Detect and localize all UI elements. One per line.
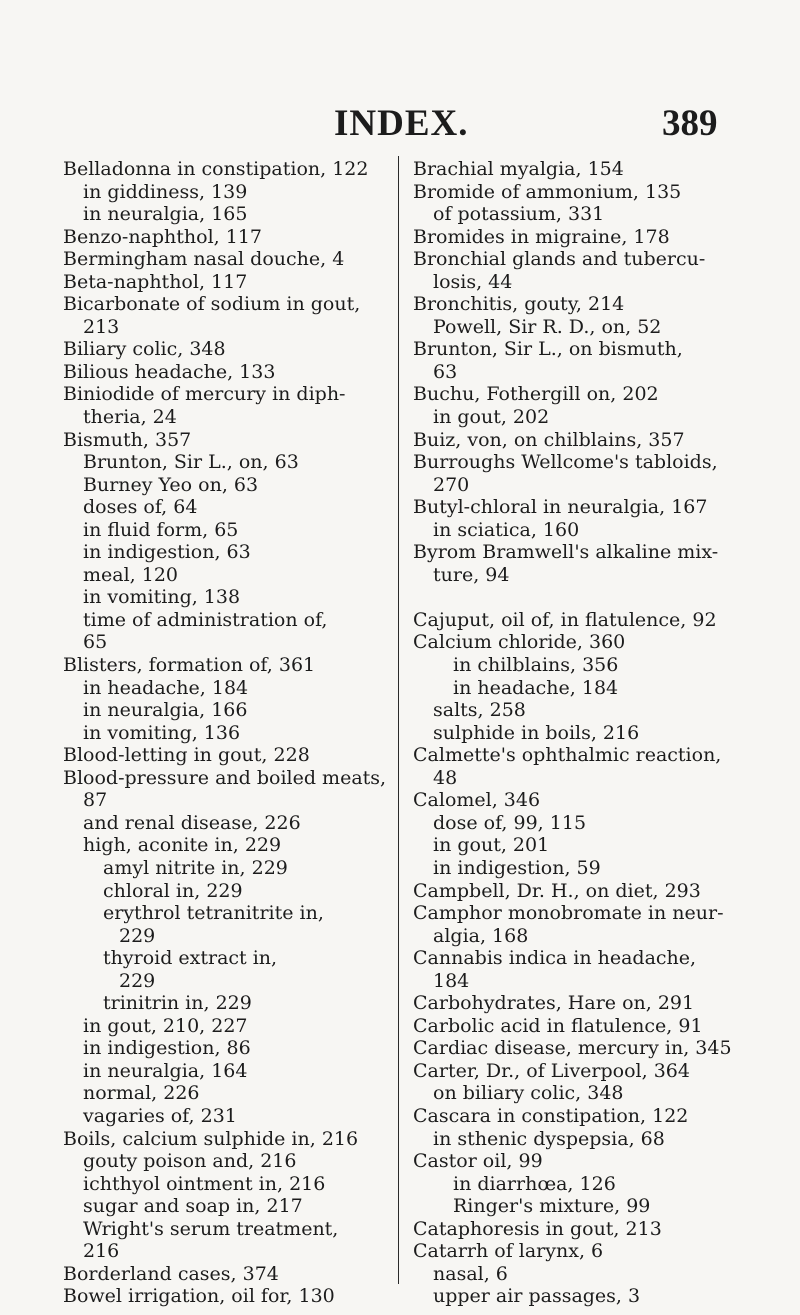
index-subentry: 48 [433, 766, 458, 789]
index-subentry: in neuralgia, 166 [83, 699, 248, 722]
index-subentry: 270 [433, 473, 470, 496]
index-entry: Butyl-chloral in neuralgia, 167 [413, 496, 708, 519]
index-entry: Bowel irrigation, oil for, 130 [63, 1285, 335, 1308]
index-entry: Carbohydrates, Hare on, 291 [413, 992, 695, 1015]
index-entry: Cataphoresis in gout, 213 [413, 1217, 662, 1240]
index-entry: Brachial myalgia, 154 [413, 158, 624, 180]
index-subentry: algia, 168 [433, 924, 529, 947]
index-entry: Burroughs Wellcome's tabloids, [413, 451, 718, 474]
index-subentry: in indigestion, 59 [433, 856, 601, 879]
index-entry: Bilious headache, 133 [63, 360, 276, 383]
index-entry: Biniodide of mercury in diph- [63, 383, 346, 406]
index-subentry: in giddiness, 139 [83, 180, 248, 203]
index-entry: Biliary colic, 348 [63, 338, 226, 361]
index-subentry: salts, 258 [433, 699, 526, 722]
index-subentry: Burney Yeo on, 63 [83, 473, 259, 496]
index-entry: Boils, calcium sulphide in, 216 [63, 1127, 359, 1150]
index-entry: Bromides in migraine, 178 [413, 225, 670, 248]
index-subentry: on biliary colic, 348 [433, 1082, 624, 1105]
index-entry: Byrom Bramwell's alkaline mix- [413, 541, 719, 564]
index-subentry: in vomiting, 138 [83, 586, 241, 609]
index-subentry: in fluid form, 65 [83, 518, 239, 541]
index-subentry: in vomiting, 136 [83, 721, 241, 744]
index-subentry: and renal disease, 226 [83, 811, 301, 834]
index-subentry: 65 [83, 631, 108, 654]
index-subentry: 184 [433, 969, 470, 992]
index-subentry: amyl nitrite in, 229 [103, 856, 288, 879]
index-subentry: in headache, 184 [83, 676, 249, 699]
index-entry: Bismuth, 357 [63, 428, 192, 451]
index-subentry: in diarrhœa, 126 [453, 1172, 616, 1195]
index-subentry: trinitrin in, 229 [103, 992, 252, 1015]
index-subentry: high, aconite in, 229 [83, 834, 282, 857]
index-entry: Campbell, Dr. H., on diet, 293 [413, 879, 701, 902]
index-entry: Benzo-naphthol, 117 [63, 225, 263, 248]
index-subentry: dose of, 99, 115 [433, 811, 587, 834]
index-subentry: chloral in, 229 [103, 879, 243, 902]
index-entry: Cannabis indica in headache, [413, 947, 697, 970]
index-subentry: thyroid extract in, [103, 947, 278, 970]
index-subentry: in neuralgia, 164 [83, 1059, 248, 1082]
index-subentry: Powell, Sir R. D., on, 52 [433, 315, 662, 338]
index-subentry: nasal, 6 [433, 1262, 508, 1285]
index-subentry: in sciatica, 160 [433, 518, 580, 541]
index-subentry: in gout, 201 [433, 834, 550, 857]
index-entry: Bermingham nasal douche, 4 [63, 248, 345, 271]
index-subentry: Brunton, Sir L., on, 63 [83, 451, 299, 474]
index-entry: Buiz, von, on chilblains, 357 [413, 428, 685, 451]
index-subentry: upper air passages, 3 [433, 1285, 641, 1308]
index-subentry: in gout, 202 [433, 406, 550, 429]
section-gap [413, 586, 743, 609]
page-header [0, 102, 800, 142]
index-entry: Belladonna in constipation, 122 [63, 158, 369, 180]
index-subentry: 229 [119, 969, 156, 992]
index-entry: Castor oil, 99 [413, 1150, 543, 1173]
index-subentry: of potassium, 331 [433, 203, 605, 226]
index-subentry: sugar and soap in, 217 [83, 1195, 303, 1218]
index-entry: Buchu, Fothergill on, 202 [413, 383, 659, 406]
index-entry: Bronchial glands and tubercu- [413, 248, 706, 271]
index-subentry: Ringer's mixture, 99 [453, 1195, 651, 1218]
index-entry: Blood-letting in gout, 228 [63, 744, 310, 767]
index-subentry: 216 [83, 1240, 120, 1263]
index-subentry: losis, 44 [433, 270, 513, 293]
index-column-left [63, 158, 387, 1308]
index-subentry: normal, 226 [83, 1082, 200, 1105]
index-entry: Carbolic acid in flatulence, 91 [413, 1014, 703, 1037]
index-subentry: 87 [83, 789, 108, 812]
index-subentry: ture, 94 [433, 563, 510, 586]
index-entry: Beta-naphthol, 117 [63, 270, 248, 293]
index-entry: Cascara in constipation, 122 [413, 1104, 689, 1127]
index-entry: Borderland cases, 374 [63, 1262, 279, 1285]
index-subentry: Wright's serum treatment, [83, 1217, 339, 1240]
index-subentry: in sthenic dyspepsia, 68 [433, 1127, 665, 1150]
index-subentry: in indigestion, 63 [83, 541, 251, 564]
index-entry: Bromide of ammonium, 135 [413, 180, 682, 203]
index-subentry: 63 [433, 360, 458, 383]
index-entry: Bronchitis, gouty, 214 [413, 293, 625, 316]
index-entry: Cajuput, oil of, in flatulence, 92 [413, 608, 717, 631]
index-subentry: in indigestion, 86 [83, 1037, 251, 1060]
index-entry: Calomel, 346 [413, 789, 541, 812]
index-entry: Brunton, Sir L., on bismuth, [413, 338, 683, 361]
index-subentry: gouty poison and, 216 [83, 1150, 297, 1173]
index-entry: Blood-pressure and boiled meats, [63, 766, 387, 789]
index-subentry: sulphide in boils, 216 [433, 721, 640, 744]
page-title: INDEX. [334, 103, 469, 144]
index-subentry: meal, 120 [83, 563, 179, 586]
index-entry: Calmette's ophthalmic reaction, [413, 744, 722, 767]
index-subentry: doses of, 64 [83, 496, 198, 519]
index-subentry: in chilblains, 356 [453, 654, 619, 677]
index-subentry: 229 [119, 924, 156, 947]
page-number: 389 [662, 103, 718, 144]
index-entry: Catarrh of larynx, 6 [413, 1240, 604, 1263]
index-subentry: vagaries of, 231 [83, 1104, 237, 1127]
index-subentry: time of administration of, [83, 608, 328, 631]
index-column-right [413, 158, 743, 1308]
index-entry: Cardiac disease, mercury in, 345 [413, 1037, 732, 1060]
index-subentry: in headache, 184 [453, 676, 619, 699]
index-subentry: in gout, 210, 227 [83, 1014, 248, 1037]
index-subentry: 213 [83, 315, 120, 338]
index-subentry: ichthyol ointment in, 216 [83, 1172, 326, 1195]
index-entry: Camphor monobromate in neur- [413, 902, 724, 925]
index-subentry: theria, 24 [83, 406, 177, 429]
index-subentry: erythrol tetranitrite in, [103, 902, 324, 925]
column-divider [398, 156, 399, 1284]
index-entry: Blisters, formation of, 361 [63, 654, 316, 677]
index-subentry: in neuralgia, 165 [83, 203, 248, 226]
index-entry: Calcium chloride, 360 [413, 631, 626, 654]
index-entry: Bicarbonate of sodium in gout, [63, 293, 361, 316]
index-entry: Carter, Dr., of Liverpool, 364 [413, 1059, 690, 1082]
